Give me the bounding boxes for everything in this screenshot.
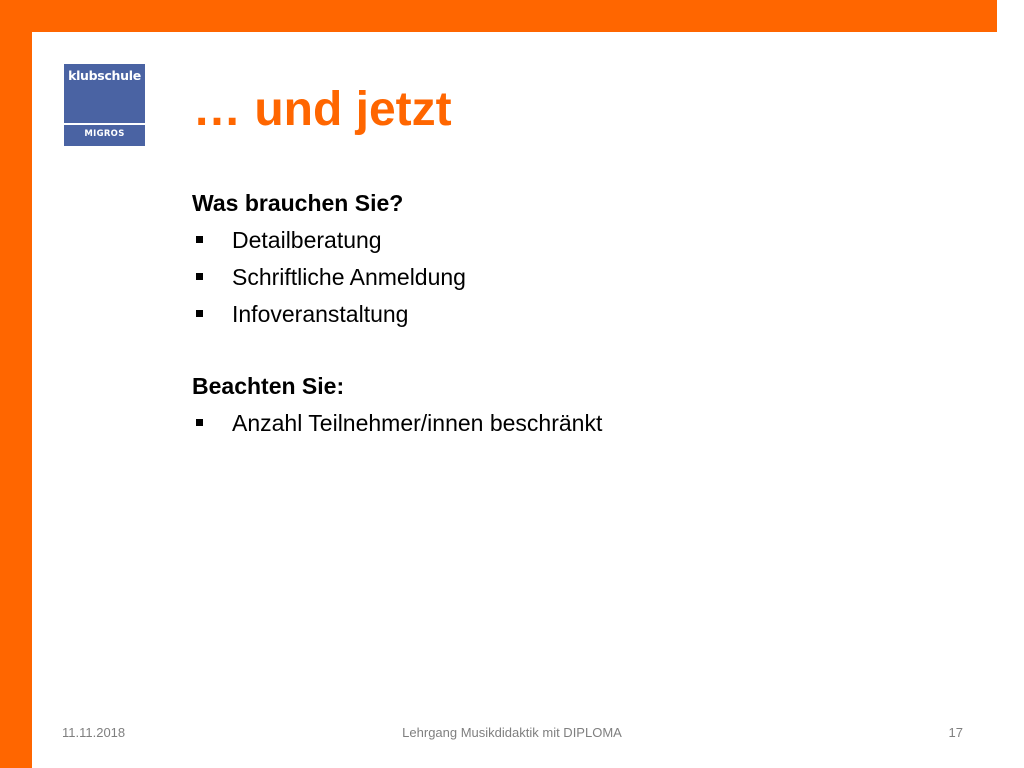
footer-page-number: 17: [948, 725, 963, 740]
section-heading-note: Beachten Sie:: [192, 373, 345, 399]
section-spacer: [192, 334, 952, 369]
list-item: [192, 260, 952, 297]
list-item: [192, 406, 952, 443]
list-item: [192, 297, 952, 334]
list-item-text: Detailberatung: [232, 227, 382, 253]
logo-subtitle: MIGROS: [84, 129, 125, 139]
footer-date: 11.11.2018: [62, 725, 126, 740]
list-item-text: Schriftliche Anmeldung: [232, 264, 466, 290]
top-accent-bar: [0, 0, 997, 32]
square-bullet-icon: [196, 310, 203, 317]
list-item-text: Infoveranstaltung: [232, 301, 409, 327]
square-bullet-icon: [196, 273, 203, 280]
square-bullet-icon: [196, 419, 203, 426]
section-heading-needs: Was brauchen Sie?: [192, 190, 404, 216]
logo-wordmark: klubschule: [68, 68, 141, 83]
slide-title: … und jetzt: [193, 83, 452, 136]
footer-title: Lehrgang Musikdidaktik mit DIPLOMA: [402, 725, 622, 740]
list-item: [192, 223, 952, 260]
left-accent-bar: [0, 0, 32, 768]
list-item-text: Anzahl Teilnehmer/innen beschränkt: [232, 410, 603, 436]
klubschule-migros-logo: [64, 64, 145, 146]
square-bullet-icon: [196, 236, 203, 243]
slide-content: [192, 186, 952, 443]
logo-divider: [64, 123, 145, 125]
